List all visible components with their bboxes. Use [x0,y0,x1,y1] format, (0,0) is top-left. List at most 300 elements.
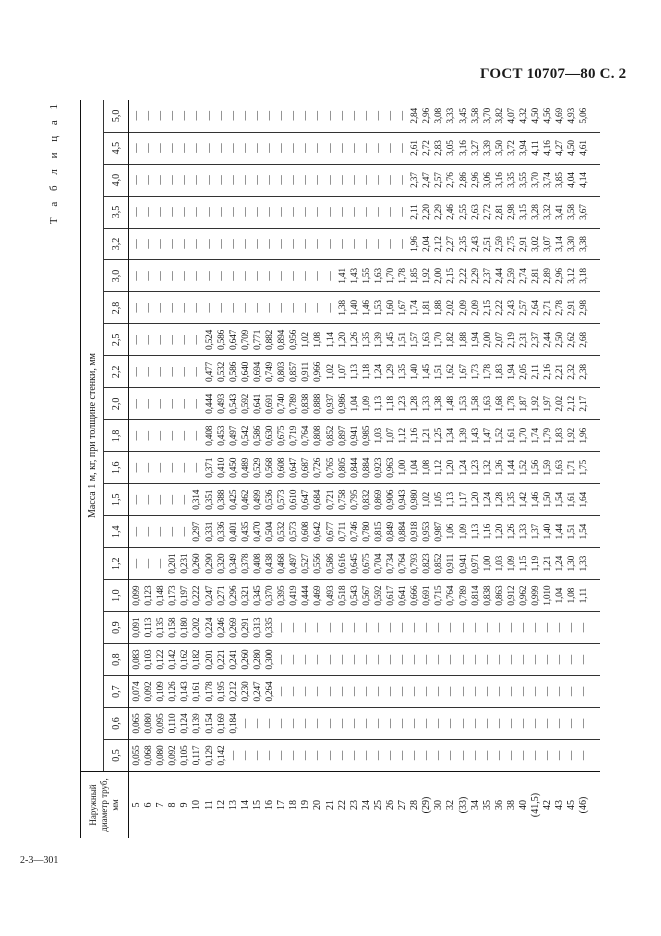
mass-value: 2,55 [458,204,469,220]
mass-value: 3,28 [531,204,542,220]
diameter-value: 28 [409,800,421,810]
mass-value: — [144,463,155,473]
mass-value: — [192,431,203,441]
mass-value: — [277,303,288,313]
mass-value: 2,00 [482,332,493,348]
mass-value: 2,91 [519,236,529,252]
mass-value: — [180,335,191,345]
thickness-header-row [104,100,129,838]
mass-value: 0,493 [325,585,336,606]
mass-value: 0,642 [313,521,324,542]
mass-value: 2,29 [434,204,445,220]
mass-value: — [385,143,396,153]
mass-value: 0,630 [265,425,276,446]
mass-value: 0,126 [168,681,179,702]
mass-value: 1,61 [567,491,578,508]
mass-value: — [567,750,578,761]
mass-value: 2,62 [567,332,578,348]
mass-value: 0,408 [252,553,263,574]
mass-value: 0,691 [422,585,433,606]
mass-value: — [301,750,312,761]
mass-value: — [192,175,203,185]
mass-column [129,740,601,772]
mass-value: 0,095 [156,713,167,734]
mass-value: — [240,207,251,217]
mass-value: — [385,750,396,761]
mass-value: — [301,207,312,217]
mass-value: — [132,175,142,185]
mass-value: 0,691 [265,393,276,414]
mass-value: 2,35 [458,236,469,252]
mass-value: 0,962 [519,585,529,606]
mass-value: 2,09 [458,300,469,316]
mass-value: — [289,623,300,633]
mass-value: 1,57 [410,332,421,348]
mass-value: 2,46 [446,204,457,220]
mass-value: 0,734 [385,553,396,574]
mass-value: 0,852 [325,425,336,446]
mass-value: — [337,686,348,697]
mass-value: — [277,718,288,729]
mass-value: 1,46 [361,300,372,316]
mass-value: 1,06 [446,523,457,540]
mass-value: 1,35 [506,491,517,508]
mass-value: — [277,686,288,697]
mass-value: 0,462 [240,489,251,510]
diameter-value: 43 [554,800,566,810]
mass-value: — [180,303,191,313]
mass-value: — [132,143,142,153]
mass-value: — [289,750,300,761]
mass-value: 4,14 [579,172,590,188]
mass-value: — [349,718,360,729]
mass-value: 0,882 [265,329,276,350]
mass-value: 1,39 [458,428,469,444]
mass-value: — [349,175,360,185]
mass-value: 0,161 [192,681,203,702]
mass-value: 0,247 [252,681,263,702]
mass-value: 0,291 [240,617,251,638]
mass-value: 2,57 [434,172,445,188]
mass-value: — [301,686,312,697]
mass-value: 1,17 [458,491,469,508]
mass-value: 1,11 [579,588,590,604]
mass-value: 0,099 [132,585,142,606]
mass-value: — [470,750,481,761]
mass-value: 0,435 [240,521,251,542]
mass-value: 0,586 [216,329,227,350]
mass-value: — [398,175,409,185]
mass-value: 1,20 [494,523,505,540]
mass-value: — [192,271,203,281]
mass-value: — [458,655,469,665]
mass-value: — [156,399,167,409]
mass-value: 1,26 [349,332,360,348]
mass-value: 0,823 [422,553,433,574]
mass-value: 0,247 [204,585,215,606]
diameter-column-header: Наружный диаметр труб, мм [81,772,129,839]
mass-value: 2,59 [494,236,505,252]
mass-value: 0,971 [470,553,481,574]
thickness-header: 3,2 [104,228,129,260]
mass-value: — [204,207,215,217]
mass-value: — [204,175,215,185]
diameter-value: 14 [239,800,251,810]
mass-value: — [252,111,263,121]
rotated-table-container [48,100,600,838]
mass-value: — [325,303,336,313]
mass-value: 0,675 [361,553,372,574]
mass-value: 0,408 [204,425,215,446]
mass-value: 3,82 [494,108,505,124]
mass-value: 0,764 [398,553,409,574]
mass-value: — [337,750,348,761]
mass-value: 1,64 [579,491,590,508]
thickness-header: 1,5 [104,484,129,516]
mass-value: 4,16 [543,140,554,156]
mass-value: 0,142 [216,745,227,766]
mass-value: — [373,239,384,249]
diameter-value: 21 [324,800,336,810]
mass-value: 1,61 [506,428,517,444]
mass-value: — [192,207,203,217]
mass-value: 0,169 [216,713,227,734]
mass-value: 1,88 [434,300,445,316]
mass-value: — [192,463,203,473]
mass-value: 1,30 [567,555,578,572]
mass-value: 0,230 [240,681,251,702]
mass-column [129,644,601,676]
mass-value: — [313,303,324,313]
mass-value: 3,70 [531,172,542,188]
mass-value: 1,60 [385,300,396,316]
mass-value: 2,15 [482,300,493,316]
mass-value: 1,83 [494,364,505,380]
mass-value: 0,849 [385,521,396,542]
mass-column [129,548,601,580]
mass-value: 1,70 [385,268,396,284]
mass-value: 0,349 [228,553,239,574]
diameter-value: (29) [421,796,433,814]
mass-value: — [216,143,227,153]
mass-value: — [506,655,517,665]
diameter-value: 22 [336,800,348,810]
mass-value: 0,923 [373,457,384,478]
mass-value: — [144,367,155,377]
diameter-value: 20 [312,800,324,810]
mass-column [129,260,601,292]
mass-value: 3,30 [567,236,578,252]
mass-value: — [313,686,324,697]
mass-value: — [132,303,142,313]
mass-column [129,100,601,132]
mass-value: 1,82 [446,332,457,348]
mass-value: — [240,750,251,761]
diameter-value: 5 [131,802,142,808]
mass-value: 1,46 [531,491,542,508]
mass-value: — [168,175,179,185]
mass-value: 0,162 [180,649,191,670]
mass-value: — [228,303,239,313]
mass-value: 1,87 [519,396,529,412]
mass-value: 2,11 [531,364,542,380]
mass-value: — [325,655,336,665]
mass-value: 0,335 [265,617,276,638]
mass-value: 1,010 [543,585,554,606]
mass-value: 1,36 [494,460,505,476]
mass-value: 0,395 [277,585,288,606]
mass-value: 0,117 [192,745,203,766]
mass-value: — [531,686,542,697]
mass-group-header: Масса 1 м, кг, при толщине стенки, мм [81,100,104,772]
mass-value: 0,573 [289,521,300,542]
mass-value: — [156,303,167,313]
mass-value: 3,14 [555,236,566,252]
mass-value: — [144,495,155,505]
mass-value: 0,586 [252,425,263,446]
mass-value: 4,93 [567,108,578,124]
mass-value: 0,470 [252,521,263,542]
mass-value: 2,11 [410,204,421,220]
mass-value: — [289,207,300,217]
mass-value: — [494,655,505,665]
mass-value: 0,771 [252,329,263,350]
mass-value: 1,16 [482,523,493,540]
mass-value: 0,419 [289,585,300,606]
mass-value: — [337,207,348,217]
mass-value: 0,493 [216,393,227,414]
mass-value: 2,74 [519,268,529,284]
mass-value: 0,677 [325,521,336,542]
page-footer-code: 2-3—301 [20,855,59,866]
mass-value: 1,08 [567,587,578,604]
mass-value: 0,321 [240,585,251,606]
mass-value: 0,764 [301,425,312,446]
mass-value: — [252,239,263,249]
mass-value: 0,532 [216,361,227,382]
mass-value: 0,567 [361,585,372,606]
mass-value: 0,884 [361,457,372,478]
mass-value: 0,083 [132,649,142,670]
mass-value: 3,50 [494,140,505,156]
thickness-header: 1,2 [104,548,129,580]
mass-value: 2,02 [555,396,566,412]
mass-value: 0,212 [228,681,239,702]
diameter-value: 42 [542,800,554,810]
mass-value: 0,912 [506,585,517,606]
mass-value: — [132,367,142,377]
mass-value: 1,04 [349,396,360,412]
mass-value: — [277,655,288,665]
mass-value: — [519,655,529,665]
mass-value: 2,15 [446,268,457,284]
diameter-value: 15 [251,800,263,810]
mass-value: 0,616 [337,553,348,574]
mass-value: 1,03 [494,555,505,572]
mass-value: — [144,271,155,281]
mass-value: — [277,175,288,185]
mass-value: 0,746 [349,521,360,542]
mass-value: — [313,111,324,121]
mass-value: 2,21 [555,364,566,380]
mass-value: — [168,303,179,313]
mass-value: — [252,750,263,761]
mass-value: — [325,175,336,185]
mass-value: 1,51 [434,364,445,380]
mass-value: 0,296 [228,585,239,606]
mass-value: 0,832 [361,489,372,510]
mass-value: 3,55 [519,172,529,188]
mass-value: 3,94 [519,140,529,156]
mass-value: — [192,335,203,345]
mass-value: 0,280 [252,649,263,670]
mass-value: 1,24 [482,491,493,508]
mass-value: 0,780 [361,521,372,542]
mass-value: 0,378 [240,553,251,574]
mass-value: — [252,718,263,729]
mass-value: 0,941 [458,553,469,574]
diameter-value: 30 [433,800,445,810]
mass-value: — [410,718,421,729]
mass-value: 3,74 [543,172,554,188]
mass-column [129,164,601,196]
mass-value: — [385,239,396,249]
mass-value: 0,345 [252,585,263,606]
mass-value: 1,35 [398,364,409,380]
mass-value: — [482,655,493,665]
pipe-mass-table [80,100,600,838]
mass-value: 1,34 [446,428,457,444]
mass-value: 3,41 [555,204,566,220]
mass-column [129,420,601,452]
mass-value: — [192,367,203,377]
mass-value: — [168,239,179,249]
mass-value: 1,19 [531,555,542,572]
mass-value: 2,71 [543,300,554,316]
mass-value: 0,814 [470,585,481,606]
mass-value: — [398,623,409,633]
mass-value: 4,50 [531,108,542,124]
mass-column [129,516,601,548]
mass-value: 1,14 [325,332,336,348]
mass-value: 0,154 [204,713,215,734]
mass-value: 0,135 [156,617,167,638]
mass-value: — [458,686,469,697]
mass-value: 1,13 [470,523,481,540]
mass-value: 2,16 [543,364,554,380]
mass-value: 3,16 [458,140,469,156]
mass-value: — [277,623,288,633]
mass-value: 0,911 [301,362,312,382]
mass-value: — [216,271,227,281]
mass-value: — [228,750,239,761]
mass-value: 0,803 [277,361,288,382]
mass-value: 0,687 [301,457,312,478]
mass-value: 0,105 [180,745,191,766]
mass-value: — [180,207,191,217]
mass-value: 1,28 [494,491,505,508]
mass-value: 0,568 [265,457,276,478]
mass-value: — [385,623,396,633]
mass-value: 0,489 [240,457,251,478]
mass-value: 0,647 [228,329,239,350]
mass-value: — [398,143,409,153]
mass-value: 3,15 [519,204,529,220]
mass-value: — [144,207,155,217]
mass-value: 0,224 [204,617,215,638]
mass-value: — [156,111,167,121]
mass-value: 0,586 [228,361,239,382]
mass-value: 1,43 [349,268,360,284]
mass-value: — [519,686,529,697]
mass-value: — [434,750,445,761]
mass-value: 2,59 [506,268,517,284]
mass-value: — [410,623,421,633]
mass-value: 2,98 [579,300,590,316]
thickness-header: 2,0 [104,388,129,420]
mass-value: 0,795 [349,489,360,510]
mass-value: 1,38 [434,396,445,412]
mass-value: 1,96 [410,236,421,252]
mass-value: — [313,143,324,153]
mass-value: — [265,750,276,761]
diameter-value: 8 [167,802,179,808]
mass-value: 0,608 [301,521,312,542]
mass-value: — [301,175,312,185]
mass-value: — [398,686,409,697]
mass-value: — [289,718,300,729]
mass-value: 2,61 [410,140,421,156]
mass-value: 1,45 [422,364,433,380]
mass-value: 0,195 [216,681,227,702]
mass-value: 1,38 [337,300,348,316]
mass-value: — [240,175,251,185]
mass-value: 1,83 [555,428,566,444]
mass-value: — [144,143,155,153]
diameter-value: 35 [481,800,493,810]
mass-value: — [180,175,191,185]
mass-value: — [470,655,481,665]
mass-value: — [543,655,554,665]
mass-value: 1,44 [555,523,566,540]
mass-value: 1,94 [506,364,517,380]
mass-value: 0,092 [144,681,155,702]
mass-value: — [373,686,384,697]
diameter-value: (46) [578,796,590,814]
mass-value: 3,08 [434,108,445,124]
mass-value: 2,20 [422,204,433,220]
mass-value: 0,815 [373,521,384,542]
mass-value: — [531,623,542,633]
mass-value: 0,608 [277,457,288,478]
mass-value: 0,529 [252,457,263,478]
mass-value: 0,532 [277,521,288,542]
mass-value: 0,838 [301,393,312,414]
mass-value: 0,180 [180,617,191,638]
mass-value: 1,13 [373,396,384,412]
mass-value: 1,63 [373,268,384,284]
mass-value: — [361,239,372,249]
mass-value: — [337,175,348,185]
mass-value: 1,53 [458,396,469,412]
mass-value: 1,96 [579,428,590,444]
mass-value: — [168,399,179,409]
mass-value: 2,19 [506,332,517,348]
mass-value: 0,314 [192,489,203,510]
mass-value: 3,12 [567,268,578,284]
mass-value: — [373,175,384,185]
mass-value: 1,58 [470,396,481,412]
